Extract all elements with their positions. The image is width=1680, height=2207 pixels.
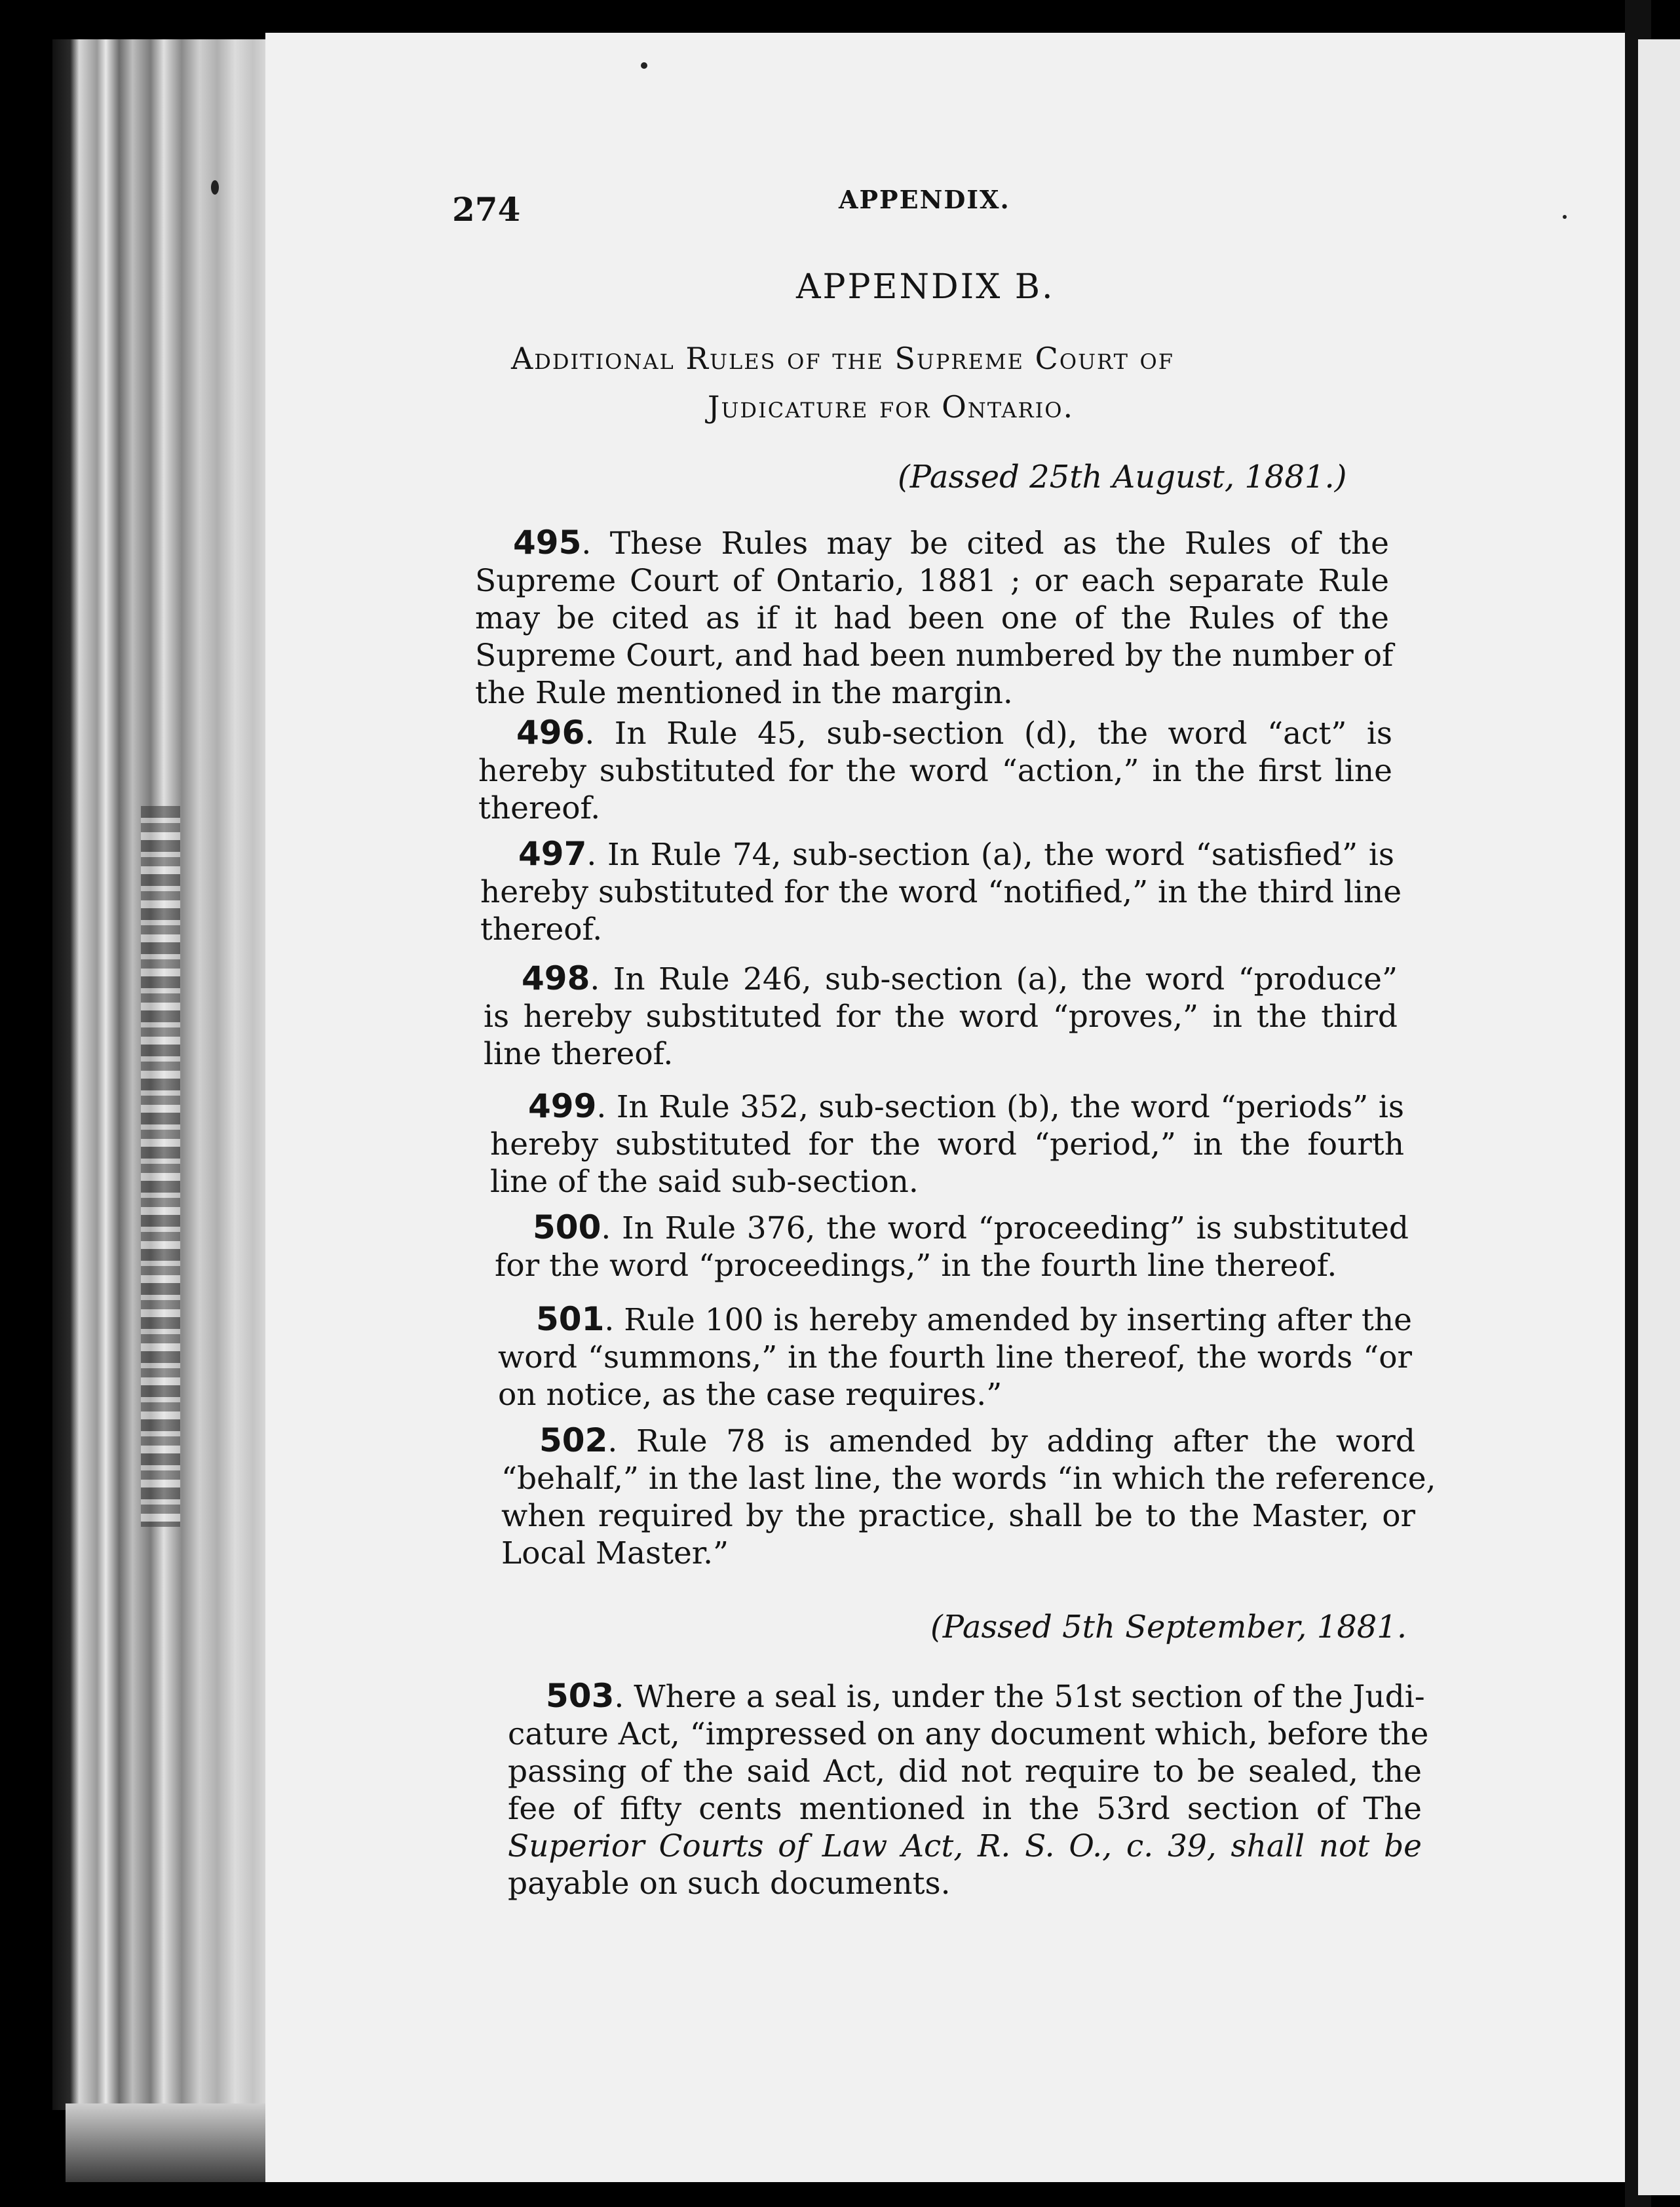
- rule-number: 497: [518, 835, 587, 873]
- rule-line: 497. In Rule 74, sub-section (a), the word “satisfied” is: [518, 835, 1394, 873]
- rule-496: [478, 714, 1392, 827]
- rule-line: passing of the said Act, did not require to be sealed, the: [508, 1754, 1422, 1790]
- rule-line: cature Act, “impressed on any document which, before the: [508, 1716, 1429, 1752]
- passed-date-2: (Passed 5th September, 1881.: [930, 1609, 1407, 1645]
- rule-line: 503. Where a seal is, under the 51st section of the Judi-: [546, 1677, 1425, 1715]
- rule-line: thereof.: [480, 912, 603, 948]
- rule-line: Superior Courts of Law Act, R. S. O., c. 39, shall not be: [508, 1828, 1422, 1864]
- page-number: 274: [452, 190, 521, 229]
- rule-line: thereof.: [478, 790, 601, 826]
- rule-line: 496. In Rule 45, sub-section (d), the word “act” is: [516, 714, 1392, 752]
- facing-page-edge: [1638, 39, 1680, 2195]
- page-edges-bottom: [66, 2103, 275, 2182]
- rule-line: Supreme Court, and had been numbered by the number of: [475, 638, 1394, 674]
- rule-498: [484, 960, 1398, 1073]
- rule-number: 496: [516, 714, 585, 752]
- rule-number: 500: [533, 1208, 601, 1246]
- rule-number: 495: [513, 524, 582, 562]
- speck: [1563, 215, 1567, 219]
- rule-line: fee of fifty cents mentioned in the 53rd section of The: [508, 1791, 1422, 1827]
- rule-line: the Rule mentioned in the margin.: [475, 675, 1013, 711]
- running-head: APPENDIX.: [839, 185, 1010, 214]
- rule-501: [498, 1301, 1412, 1413]
- rule-line: 495. These Rules may be cited as the Rules of the: [513, 524, 1389, 562]
- rule-line: on notice, as the case requires.”: [498, 1377, 1002, 1413]
- rule-line: 502. Rule 78 is amended by adding after the word: [539, 1421, 1415, 1459]
- rule-line: hereby substituted for the word “notified,” in the third line: [480, 874, 1402, 910]
- rule-line: hereby substituted for the word “period,” in the fourth: [490, 1126, 1404, 1162]
- rule-line: word “summons,” in the fourth line thereof, the words “or: [498, 1339, 1412, 1375]
- rule-line: “behalf,” in the last line, the words “in which the reference,: [501, 1461, 1436, 1497]
- speck: [211, 180, 219, 195]
- rule-number: 502: [539, 1421, 608, 1459]
- edge-marks: [141, 806, 180, 1527]
- rule-500: [495, 1209, 1409, 1284]
- rule-number: 498: [522, 959, 590, 997]
- rule-line: Supreme Court of Ontario, 1881 ; or each separate Rule: [475, 563, 1389, 599]
- rule-line: 498. In Rule 246, sub-section (a), the word “produce”: [522, 959, 1398, 997]
- rule-line: line thereof.: [484, 1036, 674, 1072]
- rule-number: 503: [546, 1677, 615, 1715]
- rule-line: 501. Rule 100 is hereby amended by inserting after the: [536, 1300, 1412, 1338]
- rule-line: 499. In Rule 352, sub-section (b), the word “periods” is: [528, 1087, 1404, 1125]
- rule-502: [501, 1421, 1436, 1572]
- rule-line: for the word “proceedings,” in the fourth line thereof.: [495, 1248, 1337, 1284]
- rule-line: Local Master.”: [501, 1535, 729, 1571]
- rule-line: is hereby substituted for the word “proves,” in the third: [484, 999, 1398, 1035]
- rule-line: line of the said sub-section.: [490, 1164, 919, 1200]
- rule-503: [508, 1677, 1429, 1902]
- rule-499: [490, 1088, 1404, 1200]
- speck: [641, 62, 647, 69]
- subtitle-line-1: Additional Rules of the Supreme Court of: [511, 341, 1174, 376]
- rule-line: hereby substituted for the word “action,” in the first line: [478, 753, 1392, 789]
- rule-line: payable on such documents.: [508, 1866, 951, 1902]
- rule-number: 499: [528, 1087, 597, 1125]
- rule-number: 501: [536, 1300, 605, 1338]
- rule-line: 500. In Rule 376, the word “proceeding” is substituted: [533, 1208, 1409, 1246]
- rule-line: when required by the practice, shall be to the Master, or: [501, 1498, 1415, 1534]
- rule-495: [475, 524, 1394, 712]
- subtitle-line-2: Judicature for Ontario.: [708, 389, 1075, 425]
- passed-date-1: (Passed 25th August, 1881.): [898, 459, 1347, 495]
- rule-line: may be cited as if it had been one of the Rules of the: [475, 600, 1389, 636]
- appendix-title: APPENDIX B.: [796, 267, 1055, 307]
- rule-497: [480, 835, 1402, 948]
